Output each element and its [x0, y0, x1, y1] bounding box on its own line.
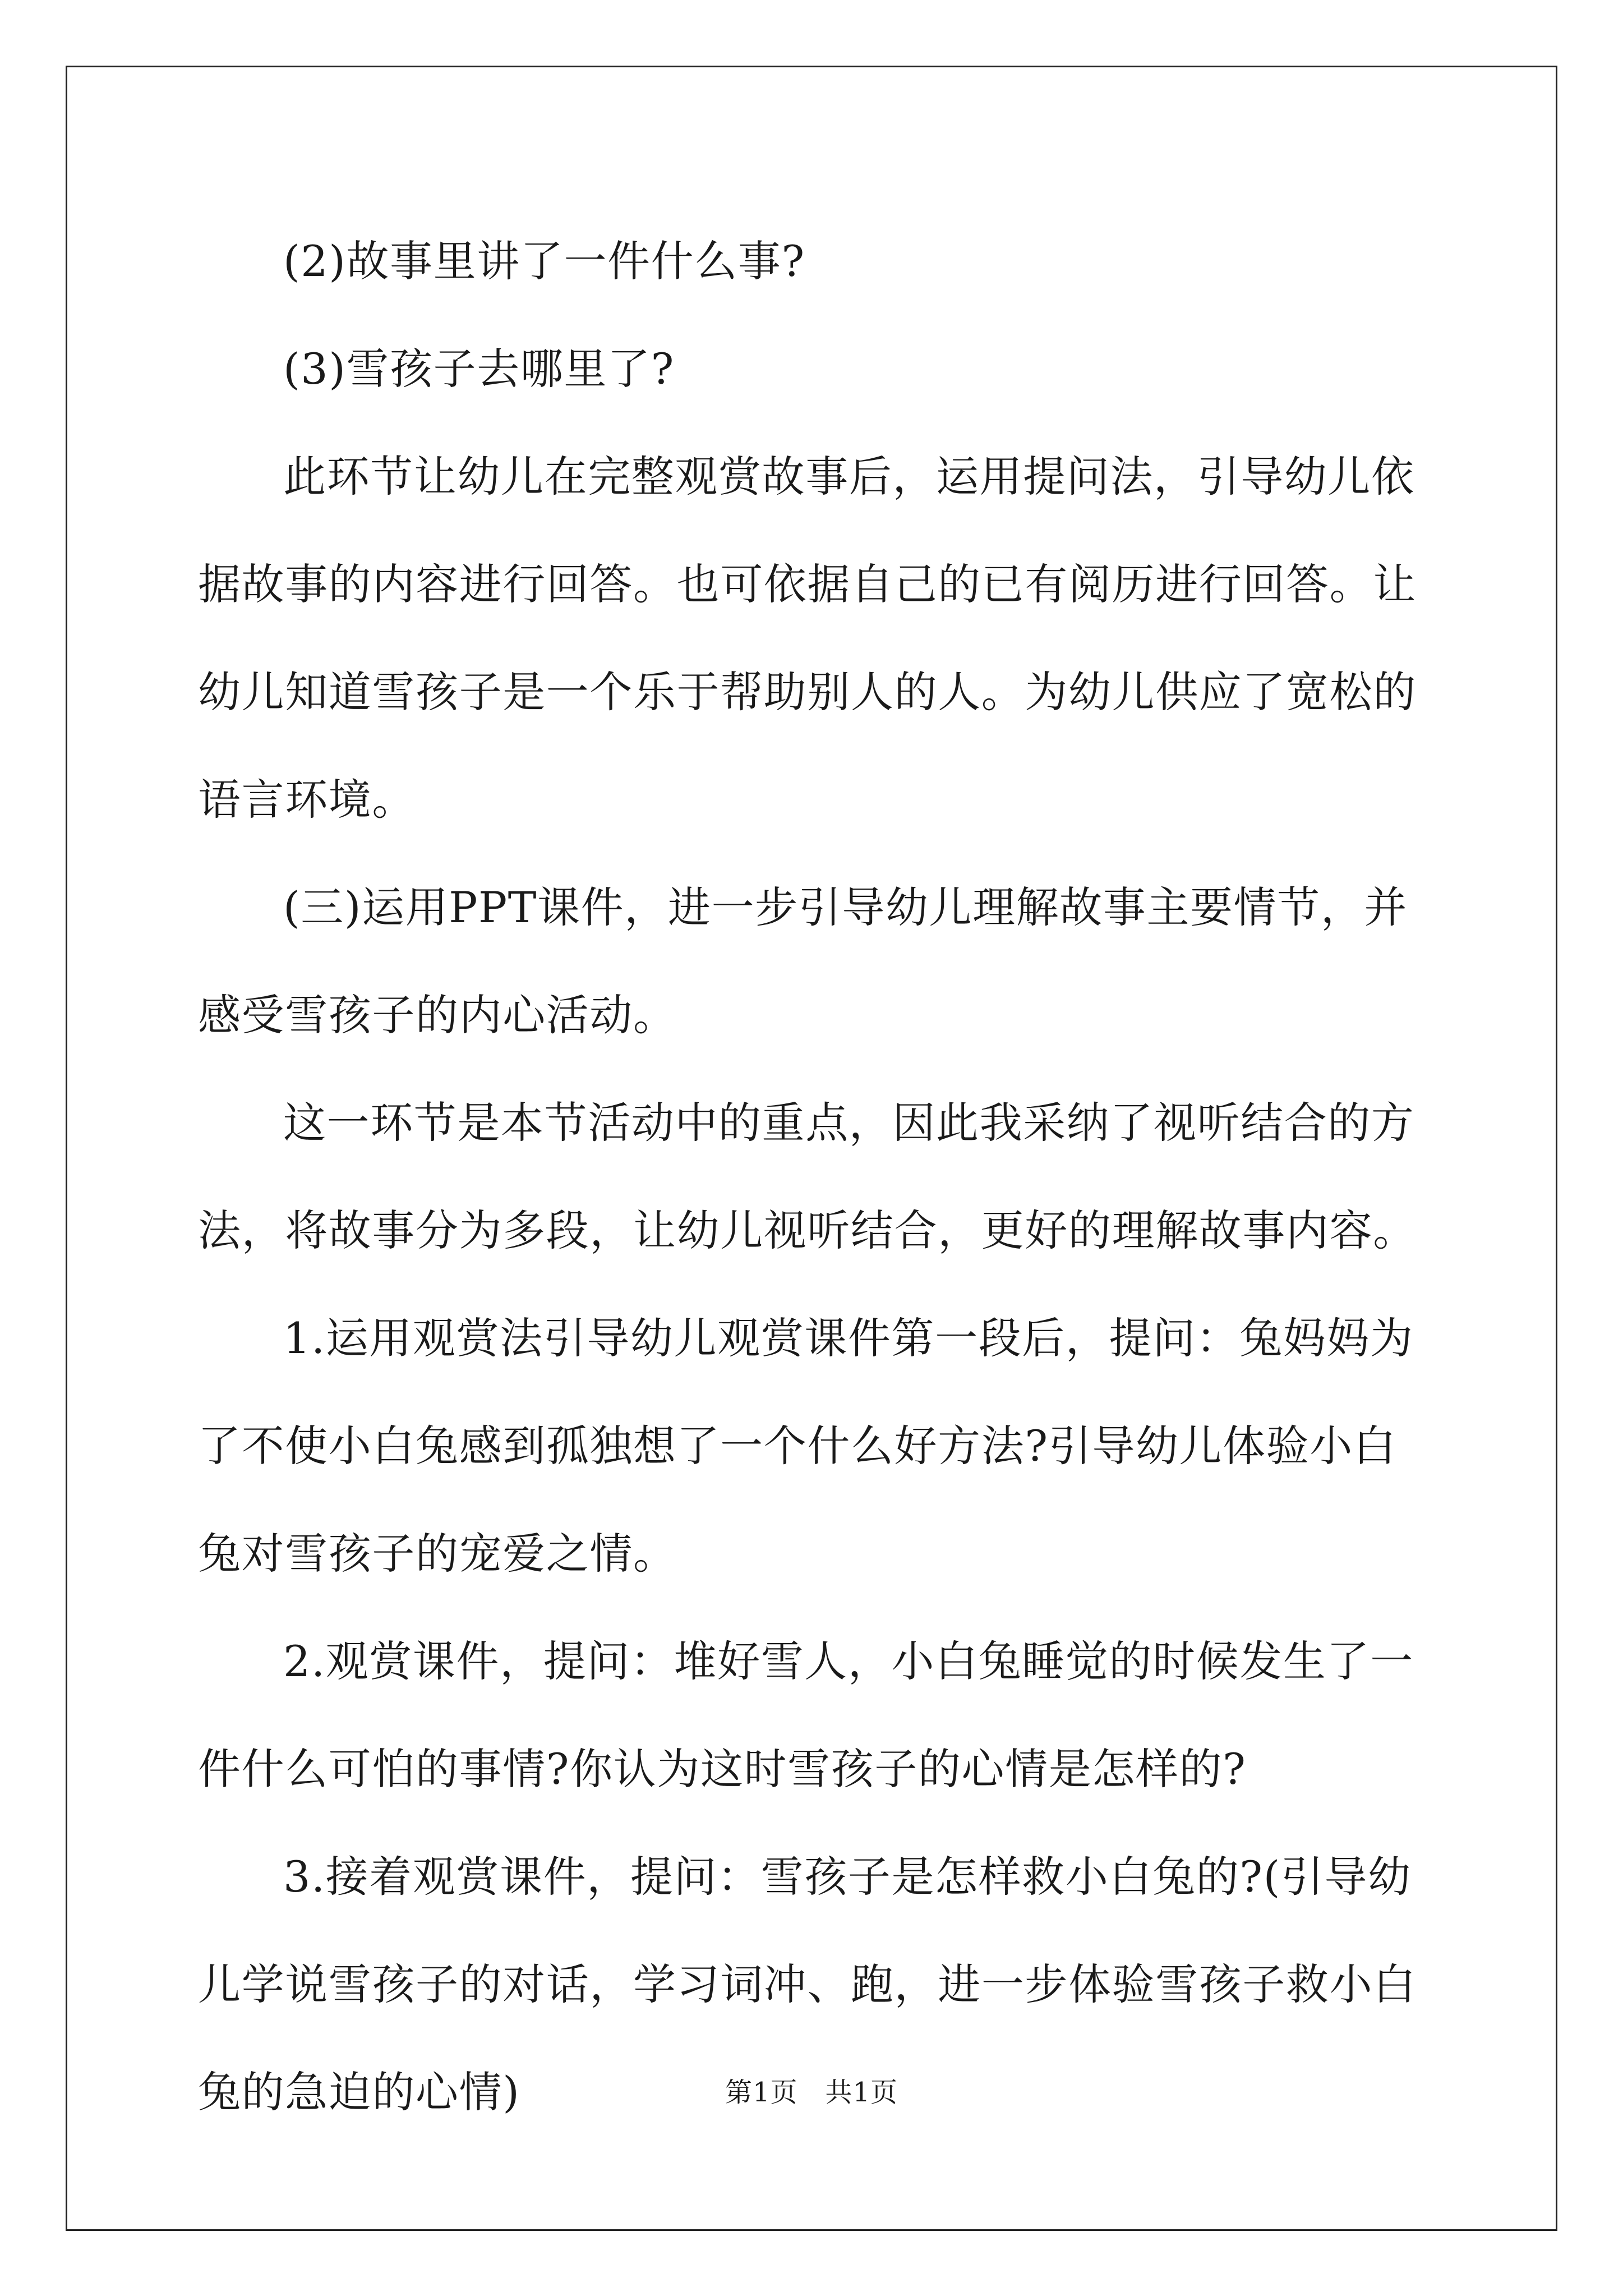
- paragraph-key-point: 这一环节是本节活动中的重点，因此我采纳了视听结合的方法，将故事分为多段，让幼儿视听结合，更好的理解故事内容。: [198, 1098, 1417, 1255]
- document-body: [198, 208, 1433, 2146]
- page-number-footer: 第1页 共1页: [725, 2077, 898, 2108]
- paragraph-step-3: 3.接着观赏课件，提问：雪孩子是怎样救小白兔的?(引导幼儿学说雪孩子的对话，学习词冲、跑，进一步体验雪孩子救小白兔的急迫的心情): [198, 1852, 1417, 2117]
- paragraph-question-2: (2)故事里讲了一件什么事?: [283, 236, 805, 286]
- paragraph-section-summary: 此环节让幼儿在完整观赏故事后，运用提问法，引导幼儿依据故事的内容进行回答。也可依据自己的已有阅历进行回答。让幼儿知道雪孩子是一个乐于帮助别人的人。为幼儿供应了宽松的语言环境。: [198, 452, 1417, 825]
- paragraph-section-3-heading: (三)运用PPT课件，进一步引导幼儿理解故事主要情节，并感受雪孩子的内心活动。: [198, 882, 1408, 1040]
- paragraph-question-3: (3)雪孩子去哪里了?: [283, 344, 675, 394]
- paragraph-step-1: 1.运用观赏法引导幼儿观赏课件第一段后，提问：兔妈妈为了不使小白兔感到孤独想了一个什么好方法?引导幼儿体验小白兔对雪孩子的宠爱之情。: [198, 1313, 1414, 1579]
- paragraph-step-2: 2.观赏课件，提问：堆好雪人，小白兔睡觉的时候发生了一件什么可怕的事情?你认为这时雪孩子的心情是怎样的?: [198, 1636, 1414, 1794]
